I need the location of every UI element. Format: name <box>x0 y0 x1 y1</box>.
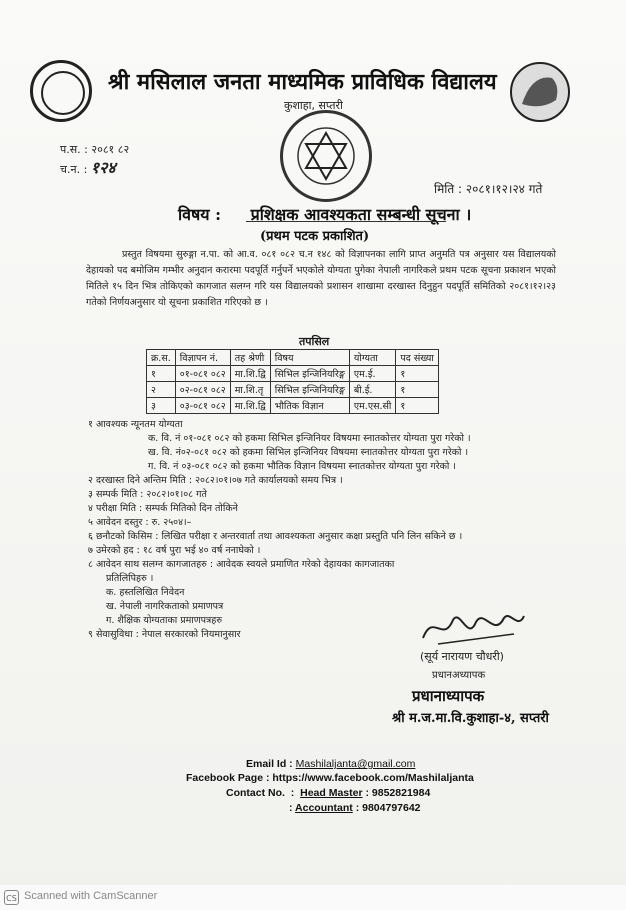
list-item: ५ आवेदन दस्तुर : रु. २५०४।– <box>88 517 192 528</box>
list-item: ग. वि. नं ०३-०८१ ०८२ को हकमा भौतिक विज्ञान विषयमा स्नातकोत्तर योग्यता पुरा गरेको । <box>148 461 456 472</box>
government-emblem <box>510 62 570 122</box>
stamp-school: श्री म.ज.मा.वि.कुशाहा-४, सप्तरी <box>392 711 549 726</box>
table-row <box>147 382 439 398</box>
signatory-role: प्रधानअध्यापक <box>432 670 486 681</box>
list-item: क. हस्तलिखित निवेदन <box>106 587 185 598</box>
table-cell: मा.शि.द्वि <box>230 366 270 382</box>
table-header-cell: पद संख्या <box>396 350 438 366</box>
table-cell: मा.शि.तृ <box>230 382 270 398</box>
table-row <box>147 398 439 414</box>
camscanner-icon: CS <box>4 890 19 905</box>
school-name: श्री मसिलाल जनता माध्यमिक प्राविधिक विद्यालय <box>108 69 497 95</box>
dispatch-label: च.न. : <box>60 163 88 176</box>
accountant-number: 9804797642 <box>362 802 421 814</box>
table-header-cell: तह श्रेणी <box>230 350 270 366</box>
stamp-title: प्रधानाध्यापक <box>412 687 485 705</box>
table-row <box>147 366 439 382</box>
list-item: ९ सेवासुविधा : नेपाल सरकारको नियमानुसार <box>88 629 241 640</box>
subject-label: विषय : <box>178 205 222 224</box>
table-cell: १ <box>396 382 438 398</box>
head-contact-row: Contact No. : Head Master : 9852821984 <box>226 787 431 799</box>
subject-underline <box>246 221 446 222</box>
table-cell: बी.ई. <box>349 382 396 398</box>
scanner-text: Scanned with CamScanner <box>24 890 158 902</box>
list-item: ग. शैक्षिक योग्यताका प्रमाणपत्रहरु <box>106 615 223 626</box>
email-label: Email Id : <box>246 758 293 770</box>
list-item: ८ आवेदन साथ सलग्न कागजातहरु : आवेदक स्वयले प्रमाणित गरेको देहायका कागजातका <box>88 559 395 570</box>
table-cell: १ <box>396 398 438 414</box>
dispatch-ref <box>60 156 116 178</box>
table-cell: ०२-०८१ ०८२ <box>175 382 230 398</box>
subject-title: प्रशिक्षक आवश्यकता सम्बन्धी सूचना । <box>250 205 472 224</box>
subject-subtitle: (प्रथम पटक प्रकाशित) <box>260 229 370 244</box>
table-cell: ०१-०८१ ०८२ <box>175 366 230 382</box>
facebook-label: Facebook Page : <box>186 772 270 784</box>
list-item: ७ उमेरको हद : १८ वर्ष पुरा भई ४० वर्ष ननाघेको । <box>88 545 261 556</box>
list-item: ४ परीक्षा मिति : सम्पर्क मितिको दिन तोकिने <box>88 503 238 514</box>
list-item: क. वि. नं ०१-०८१ ०८२ को हकमा सिभिल इन्जिनियर विषयमा स्नातकोत्तर योग्यता पुरा गरेको । <box>148 433 471 444</box>
email-link[interactable]: Mashilaljanta@gmail.com <box>295 758 416 770</box>
list-item: १ आवश्यक न्यूनतम योग्यता <box>88 419 183 430</box>
table-cell: सिभिल इन्जिनियरिङ्ग <box>270 366 349 382</box>
notice-body: प्रस्तुत विषयमा सुरुङ्गा न.पा. को आ.व. ०८१ ०८२ च.न १४८ को विज्ञापनका लागि प्राप्त अनुमति पत्र अनुसार यस विद्यालयको देहायको पद बमोजिम गम्भीर अनुदान करारमा पदपूर्ति गर्नुपर्ने भएकोले योग्यता पुगेका नेपाली नागरिकले प्रथम पटक सूचना प्रकाशन भएको मितिले १५ दिन भित्र तोकिएको कागजात सलग्न गरि यस विद्यालयको प्रशासन शाखामा दरखास्त दिनुहुन पदपूर्ति समितिको २०८१।१२।२३ गतेको निर्णयअनुसार यो सूचना प्रकाशित गरिएको छ । <box>86 249 556 308</box>
facebook-row <box>186 772 474 784</box>
list-item: ३ सम्पर्क मिति : २०८२।०१।०८ गते <box>88 489 207 500</box>
table-cell: १ <box>396 366 438 382</box>
table-cell: १ <box>147 366 176 382</box>
list-item: २ दरखास्त दिने अन्तिम मिति : २०८२।०१।०७ गते कार्यालयको समय भित्र । <box>88 475 343 486</box>
accountant-contact-row: : Accountant : 9804797642 <box>289 802 421 814</box>
table-cell: ३ <box>147 398 176 414</box>
table-cell: सिभिल इन्जिनियरिङ्ग <box>270 382 349 398</box>
list-item: प्रतिलिपिहरु । <box>106 573 154 584</box>
signature-mark <box>418 604 528 648</box>
table-title: तपसिल <box>299 335 330 348</box>
dispatch-number: १२४ <box>90 158 116 177</box>
head-number: 9852821984 <box>371 787 431 799</box>
signatory-name: (सूर्य नारायण चौधरी) <box>420 650 504 663</box>
school-address: कुशाहा, सप्तरी <box>284 99 343 112</box>
contact-label: Contact No. <box>226 787 285 799</box>
table-cell: २ <box>147 382 176 398</box>
notice-date: मिति : २०८१।१२।२४ गते <box>434 182 543 196</box>
head-label: Head Master <box>300 787 363 799</box>
list-item: ६ छनौटको किसिम : लिखित परीक्षा र अन्तरवार्ता तथा आवश्यकता अनुसार कक्षा प्रस्तुति पनि लिन सकिने छ । <box>88 531 463 542</box>
table-cell: मा.शि.द्वि <box>230 398 270 414</box>
table-cell: भौतिक विज्ञान <box>270 398 349 414</box>
list-item: ख. नेपाली नागरिकताको प्रमाणपत्र <box>106 601 224 612</box>
accountant-label: Accountant <box>295 802 353 814</box>
table-cell: एम.एस.सी <box>349 398 396 414</box>
table-header-row <box>147 350 439 366</box>
table-header-cell: विषय <box>270 350 349 366</box>
facebook-link[interactable]: https://www.facebook.com/Mashilaljanta <box>272 772 474 784</box>
table-cell: ०३-०८१ ०८२ <box>175 398 230 414</box>
table-header-cell: क्र.स. <box>147 350 176 366</box>
list-item: ख. वि. नं०२-०८१ ०८२ को हकमा सिभिल इन्जिनियर विषयमा स्नातकोत्तर योग्यता पुरा गरेको । <box>148 447 469 458</box>
school-logo <box>30 60 92 122</box>
table-header-cell: योग्यता <box>349 350 396 366</box>
table-header-cell: विज्ञापन नं. <box>175 350 230 366</box>
email-row <box>246 758 415 770</box>
fiscal-year-ref: प.स. : २०८१ ८२ <box>60 143 130 156</box>
table-cell: एम.ई. <box>349 366 396 382</box>
scanner-footer <box>0 885 626 910</box>
school-seal <box>280 110 372 202</box>
vacancy-table <box>146 349 439 414</box>
